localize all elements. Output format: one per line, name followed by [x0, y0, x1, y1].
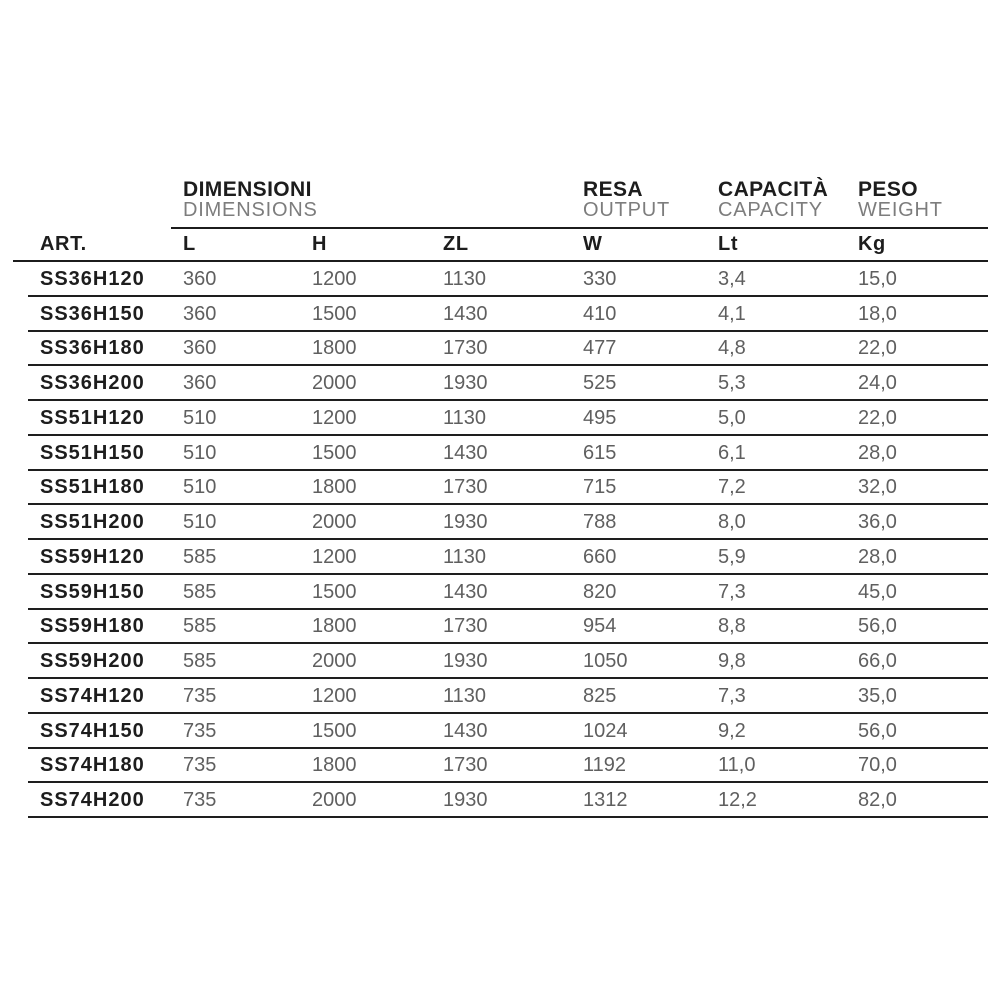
cell-h: 1200 — [312, 545, 357, 568]
cell-l: 510 — [183, 476, 217, 499]
group-output-sublabel: OUTPUT — [583, 199, 671, 221]
cell-w: 820 — [583, 580, 617, 603]
cell-h: 1500 — [312, 302, 357, 325]
cell-kg: 56,0 — [858, 719, 897, 742]
cell-lt: 9,8 — [718, 650, 746, 673]
col-header-art: ART. — [40, 233, 87, 255]
table-body — [13, 262, 988, 818]
cell-art: SS59H180 — [40, 615, 145, 638]
cell-art: SS51H200 — [40, 511, 145, 534]
group-capacity — [706, 178, 846, 229]
cell-lt: 4,1 — [718, 302, 746, 325]
cell-w: 477 — [583, 337, 617, 360]
cell-kg: 66,0 — [858, 650, 897, 673]
table-row — [13, 783, 988, 818]
cell-zl: 1430 — [443, 441, 488, 464]
cell-kg: 70,0 — [858, 754, 897, 777]
col-header-l: L — [183, 233, 196, 255]
cell-zl: 1730 — [443, 476, 488, 499]
cell-lt: 4,8 — [718, 337, 746, 360]
cell-l: 585 — [183, 545, 217, 568]
table-row — [13, 679, 988, 714]
cell-w: 330 — [583, 267, 617, 290]
cell-kg: 32,0 — [858, 476, 897, 499]
cell-l: 735 — [183, 719, 217, 742]
cell-h: 2000 — [312, 372, 357, 395]
cell-art: SS74H150 — [40, 719, 145, 742]
cell-l: 585 — [183, 615, 217, 638]
cell-lt: 7,3 — [718, 580, 746, 603]
cell-kg: 82,0 — [858, 789, 897, 812]
cell-lt: 12,2 — [718, 789, 757, 812]
cell-lt: 3,4 — [718, 267, 746, 290]
table-row — [13, 401, 988, 436]
cell-h: 1200 — [312, 684, 357, 707]
cell-l: 510 — [183, 511, 217, 534]
cell-zl: 1930 — [443, 650, 488, 673]
cell-h: 1800 — [312, 754, 357, 777]
cell-l: 360 — [183, 337, 217, 360]
cell-l: 735 — [183, 754, 217, 777]
cell-lt: 6,1 — [718, 441, 746, 464]
cell-w: 1312 — [583, 789, 628, 812]
cell-kg: 18,0 — [858, 302, 897, 325]
cell-zl: 1430 — [443, 302, 488, 325]
table-row — [13, 297, 988, 332]
cell-art: SS36H180 — [40, 337, 145, 360]
cell-l: 585 — [183, 580, 217, 603]
cell-l: 735 — [183, 789, 217, 812]
cell-w: 1050 — [583, 650, 628, 673]
table-row — [13, 505, 988, 540]
cell-kg: 15,0 — [858, 267, 897, 290]
cell-lt: 7,2 — [718, 476, 746, 499]
cell-zl: 1930 — [443, 789, 488, 812]
table-row — [13, 540, 988, 575]
cell-lt: 9,2 — [718, 719, 746, 742]
cell-kg: 22,0 — [858, 337, 897, 360]
cell-kg: 24,0 — [858, 372, 897, 395]
table-row — [13, 332, 988, 367]
group-weight-sublabel: WEIGHT — [858, 199, 943, 221]
cell-l: 585 — [183, 650, 217, 673]
col-header-w: W — [583, 233, 603, 255]
cell-kg: 28,0 — [858, 441, 897, 464]
group-output-label: RESA — [583, 178, 643, 201]
cell-zl: 1430 — [443, 580, 488, 603]
cell-h: 1200 — [312, 267, 357, 290]
table-row — [13, 610, 988, 645]
cell-h: 1500 — [312, 580, 357, 603]
table-row — [13, 749, 988, 784]
cell-zl: 1930 — [443, 511, 488, 534]
cell-lt: 5,9 — [718, 545, 746, 568]
cell-h: 2000 — [312, 650, 357, 673]
cell-zl: 1930 — [443, 372, 488, 395]
cell-lt: 7,3 — [718, 684, 746, 707]
cell-h: 2000 — [312, 789, 357, 812]
cell-art: SS51H180 — [40, 476, 145, 499]
spec-table — [13, 178, 988, 818]
cell-w: 954 — [583, 615, 617, 638]
cell-kg: 45,0 — [858, 580, 897, 603]
cell-art: SS59H150 — [40, 580, 145, 603]
cell-zl: 1730 — [443, 615, 488, 638]
table-row — [13, 575, 988, 610]
group-dimensions-sublabel: DIMENSIONS — [183, 199, 318, 221]
cell-zl: 1130 — [443, 267, 487, 290]
cell-art: SS36H200 — [40, 372, 145, 395]
cell-lt: 11,0 — [718, 754, 756, 777]
cell-w: 525 — [583, 372, 617, 395]
cell-art: SS36H120 — [40, 267, 145, 290]
cell-kg: 56,0 — [858, 615, 897, 638]
cell-h: 1500 — [312, 441, 357, 464]
group-header-row — [13, 178, 988, 229]
cell-kg: 35,0 — [858, 684, 897, 707]
cell-l: 510 — [183, 406, 217, 429]
cell-w: 1024 — [583, 719, 628, 742]
cell-art: SS36H150 — [40, 302, 145, 325]
cell-kg: 36,0 — [858, 511, 897, 534]
table-row — [13, 471, 988, 506]
group-dimensions-label: DIMENSIONI — [183, 178, 312, 201]
cell-zl: 1730 — [443, 337, 488, 360]
group-capacity-label: CAPACITÀ — [718, 178, 829, 201]
cell-art: SS51H120 — [40, 406, 145, 429]
group-weight — [846, 178, 988, 229]
cell-lt: 8,8 — [718, 615, 746, 638]
group-capacity-sublabel: CAPACITY — [718, 199, 823, 221]
col-header-zl: ZL — [443, 233, 469, 255]
table-row — [13, 436, 988, 471]
cell-h: 1800 — [312, 337, 357, 360]
column-header-row — [13, 229, 988, 262]
cell-zl: 1130 — [443, 406, 487, 429]
table-row — [13, 644, 988, 679]
cell-h: 1800 — [312, 615, 357, 638]
cell-l: 735 — [183, 684, 217, 707]
cell-h: 1800 — [312, 476, 357, 499]
cell-w: 495 — [583, 406, 617, 429]
table-row — [13, 366, 988, 401]
cell-w: 615 — [583, 441, 617, 464]
cell-art: SS74H200 — [40, 789, 145, 812]
cell-art: SS59H200 — [40, 650, 145, 673]
cell-l: 360 — [183, 302, 217, 325]
cell-zl: 1730 — [443, 754, 488, 777]
col-header-kg: Kg — [858, 233, 886, 255]
cell-art: SS51H150 — [40, 441, 145, 464]
group-cell-empty — [13, 178, 171, 229]
cell-w: 825 — [583, 684, 617, 707]
table-row — [13, 714, 988, 749]
cell-h: 1500 — [312, 719, 357, 742]
cell-w: 410 — [583, 302, 617, 325]
cell-art: SS59H120 — [40, 545, 145, 568]
col-header-h: H — [312, 233, 328, 255]
cell-art: SS74H180 — [40, 754, 145, 777]
col-header-lt: Lt — [718, 233, 739, 255]
group-dimensions — [171, 178, 571, 229]
cell-l: 360 — [183, 267, 217, 290]
cell-kg: 28,0 — [858, 545, 897, 568]
cell-l: 360 — [183, 372, 217, 395]
cell-lt: 8,0 — [718, 511, 746, 534]
group-output — [571, 178, 706, 229]
table-row — [13, 262, 988, 297]
cell-lt: 5,3 — [718, 372, 746, 395]
cell-w: 715 — [583, 476, 617, 499]
cell-w: 660 — [583, 545, 617, 568]
cell-zl: 1430 — [443, 719, 488, 742]
cell-lt: 5,0 — [718, 406, 746, 429]
cell-h: 2000 — [312, 511, 357, 534]
cell-zl: 1130 — [443, 545, 487, 568]
cell-art: SS74H120 — [40, 684, 145, 707]
cell-h: 1200 — [312, 406, 357, 429]
cell-zl: 1130 — [443, 684, 487, 707]
cell-l: 510 — [183, 441, 217, 464]
cell-w: 1192 — [583, 754, 627, 777]
cell-w: 788 — [583, 511, 617, 534]
group-weight-label: PESO — [858, 178, 918, 201]
cell-kg: 22,0 — [858, 406, 897, 429]
